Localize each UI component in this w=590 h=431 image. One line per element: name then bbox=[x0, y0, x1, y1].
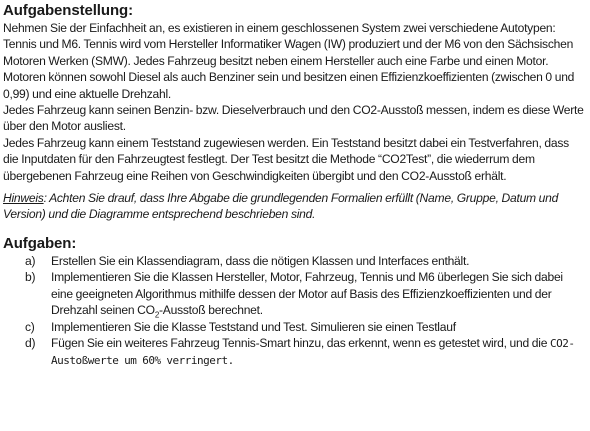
assignment-heading: Aufgabenstellung: bbox=[3, 2, 133, 19]
co2-subscript: 2 bbox=[154, 310, 160, 320]
hint-label: Hinweis bbox=[3, 191, 44, 206]
task-item-a bbox=[3, 253, 587, 269]
assignment-paragraph-teststand: Jedes Fahrzeug kann einem Teststand zugewiesen werden. Ein Teststand besitzt dabei ein Testverfahren, dass die Inputdaten für den Fahrzeugtest festlegt. Der Test besitzt die Methode “CO2Test”, die wiederrum dem übergebenen Fahrzeug eine Reihen von Geschwindigkeiten übergibt und den CO2-Ausstoß erhält. bbox=[3, 135, 569, 183]
task-marker: d) bbox=[25, 335, 36, 350]
task-text bbox=[48, 335, 587, 370]
task-text-main: Fügen Sie ein weiteres Fahrzeug Tennis-Smart hinzu, das erkennt, wenn es getestet wird, und die bbox=[51, 335, 550, 350]
task-text-after-subscript: -Ausstoß berechnet. bbox=[159, 303, 263, 318]
task-text-monospace: CO2-Austoßwerte um 60% verringert. bbox=[51, 336, 575, 368]
task-item-b bbox=[3, 269, 587, 318]
assignment-paragraph-measurement: Jedes Fahrzeug kann seinen Benzin- bzw. Dieselverbrauch und den CO2-Ausstoß messen, indem es diese Werte über den Motor ausliest. bbox=[3, 103, 584, 134]
assignment-paragraph-systems: Nehmen Sie der Einfachheit an, es existieren in einem geschlossenen System zwei verschiedene Autotypen: Tennis und M6. Tennis wird vom Hersteller Informatiker Wagen (IW) produziert und der M6 von den Sächsischen Motoren Werken (SMW). Jedes Fahrzeug besitzt neben einem Hersteller auch eine Farbe und einen Motor. Motoren können sowohl Diesel als auch Benziner sein und besitzen einen Effizienzkoeffizienten (zwischen 0 und 0,99) und eine aktuelle Drehzahl. bbox=[3, 21, 575, 101]
task-marker: b) bbox=[25, 270, 36, 285]
task-text bbox=[48, 269, 587, 318]
hint-note bbox=[3, 190, 587, 223]
task-marker: a) bbox=[25, 253, 36, 268]
task-text-before-subscript: Implementieren Sie die Klassen Hersteller, Motor, Fahrzeug, Tennis und M6 überlegen Sie sich dabei eine geeigneten Algorithmus mithilfe dessen der Motor auf Basis des Effizienzkoeffizienten und der Drehzahl seinen CO bbox=[51, 270, 563, 318]
section-spacer bbox=[3, 223, 587, 235]
assignment-document bbox=[3, 2, 587, 370]
task-text: Implementieren Sie die Klasse Teststand und Test. Simulieren sie einen Testlauf bbox=[51, 319, 456, 334]
task-text: Erstellen Sie ein Klassendiagram, dass die nötigen Klassen und Interfaces enthält. bbox=[51, 253, 470, 268]
task-marker: c) bbox=[25, 319, 35, 334]
task-item-d bbox=[3, 335, 587, 370]
task-item-c bbox=[3, 319, 587, 335]
task-list bbox=[3, 253, 587, 370]
hint-text: : Achten Sie drauf, dass Ihre Abgabe die grundlegenden Formalien erfüllt (Name, Gruppe, Datum und Version) und die Diagramme entsprechend beschrieben sind. bbox=[3, 191, 559, 222]
tasks-heading: Aufgaben: bbox=[3, 234, 77, 252]
